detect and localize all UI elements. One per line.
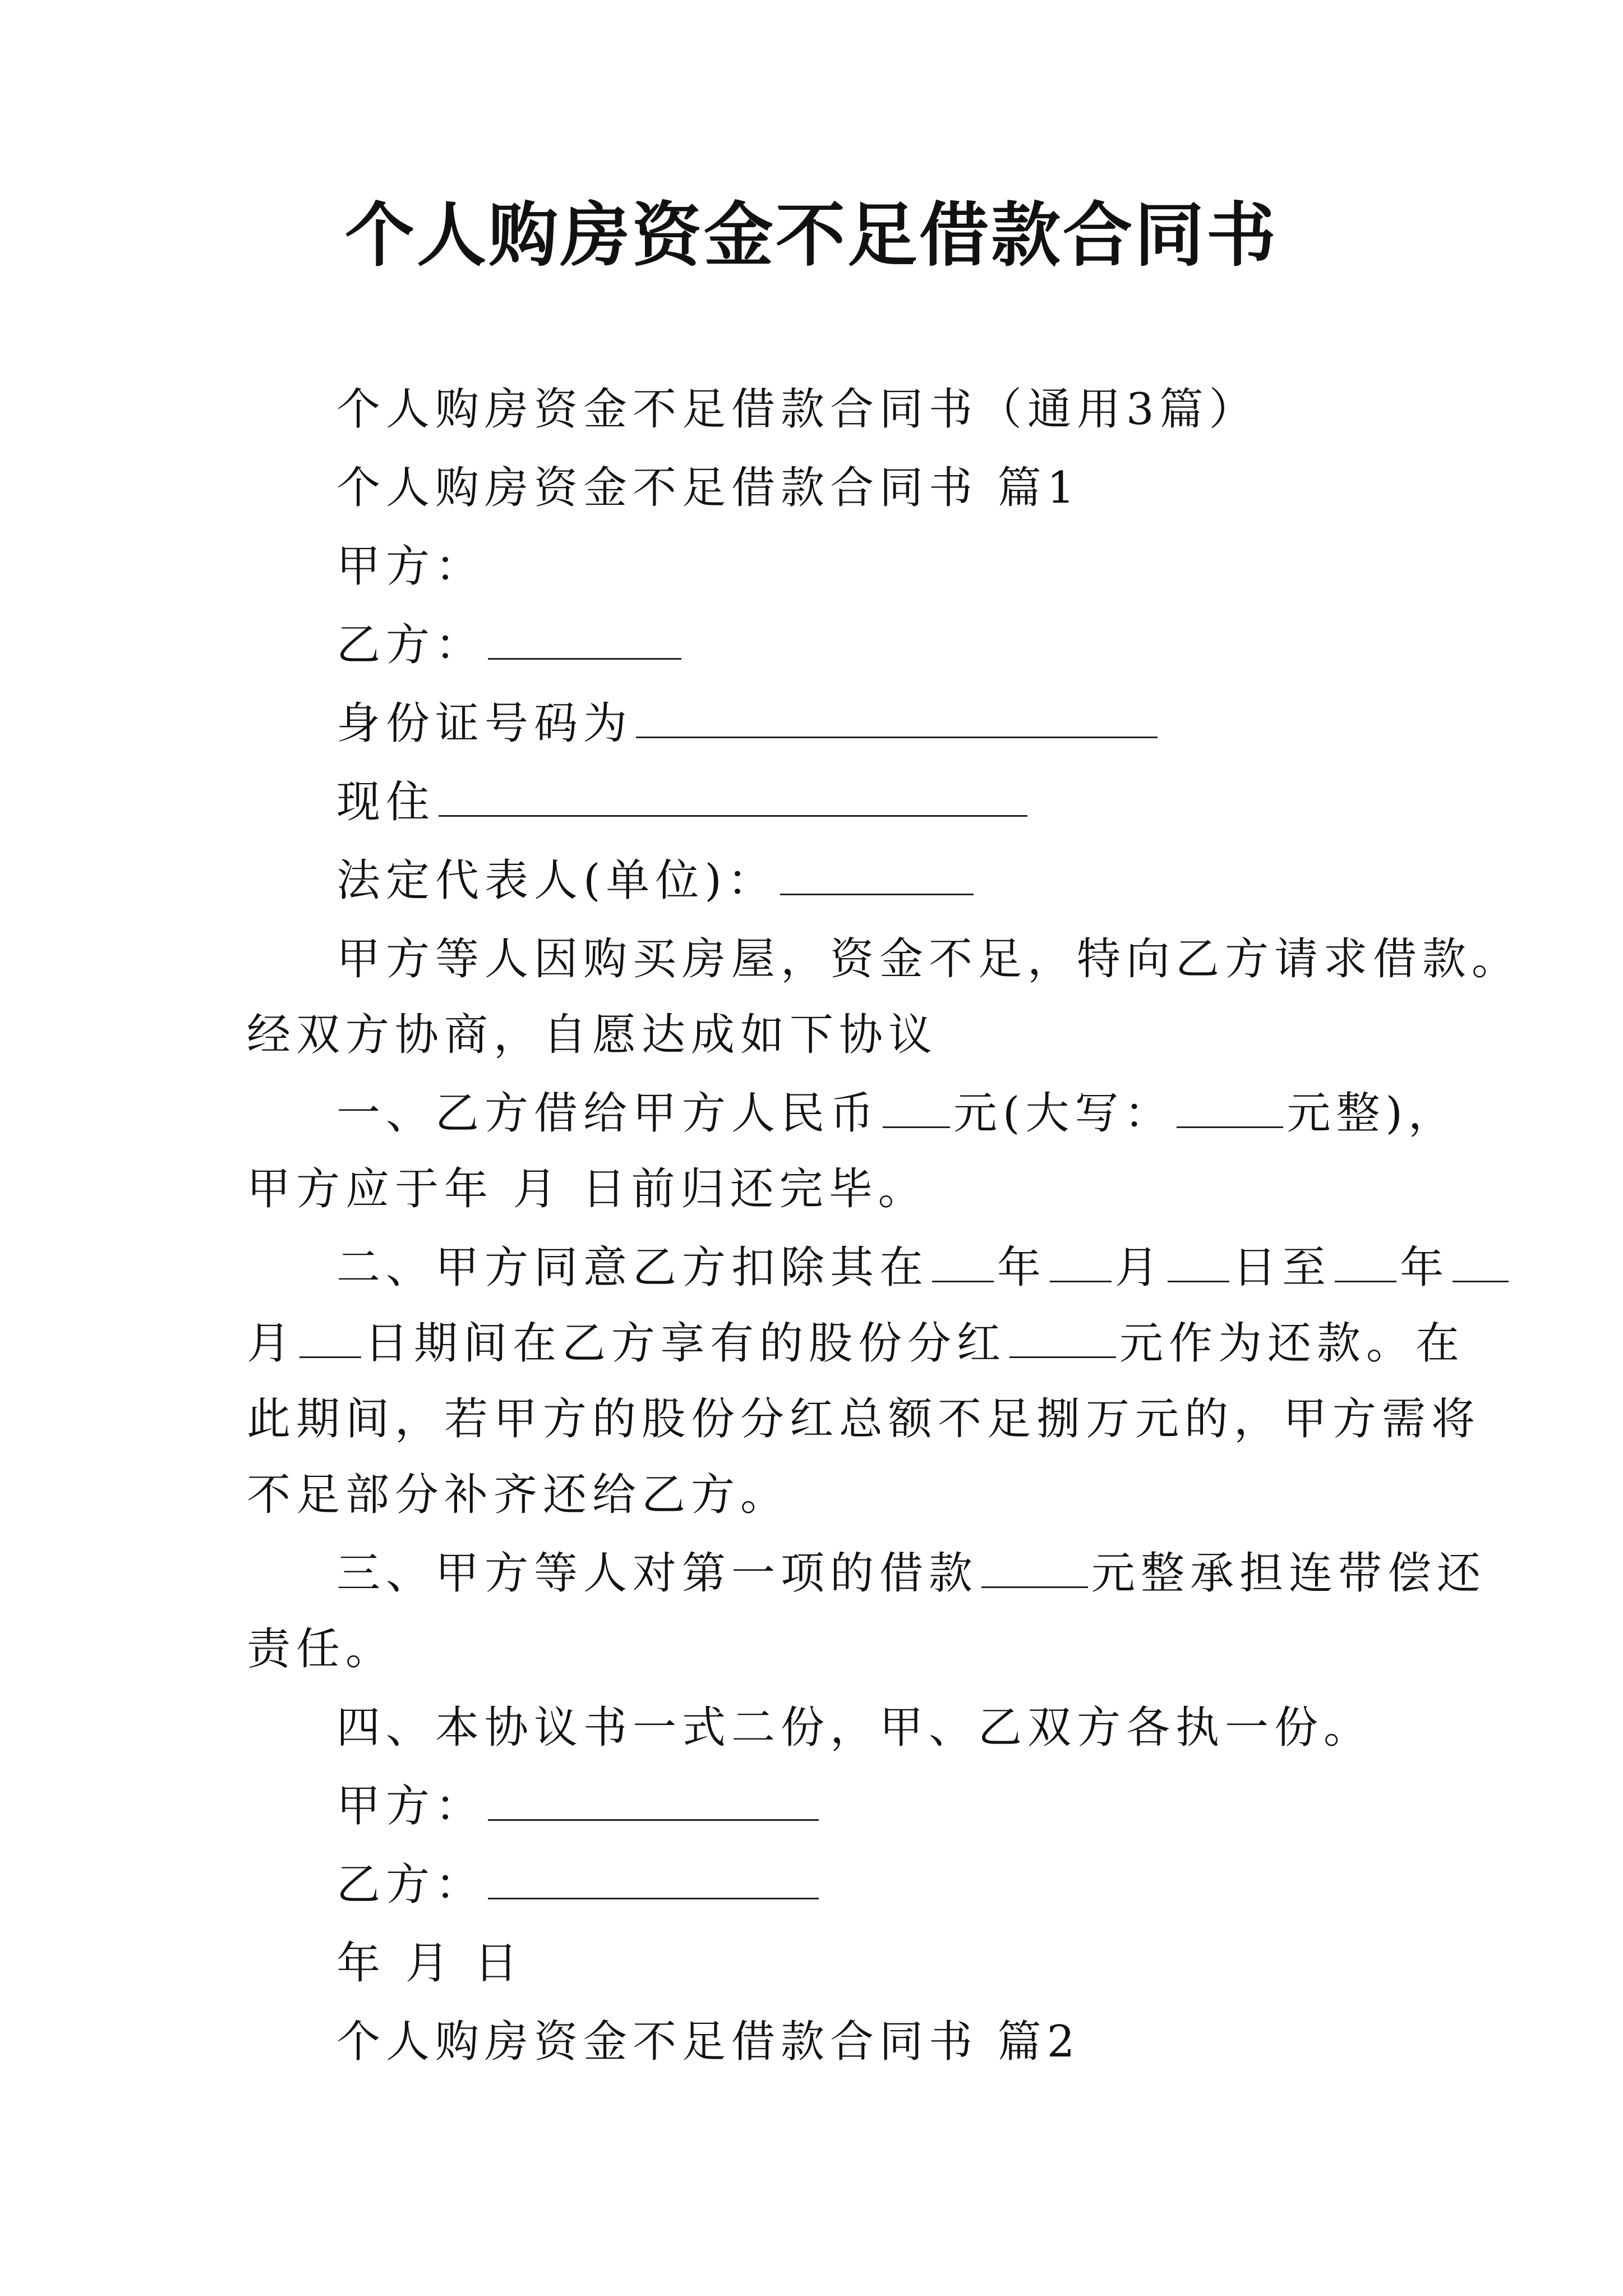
intro-line-1: 甲方等人因购买房屋，资金不足，特向乙方请求借款。 xyxy=(336,934,1521,984)
start-day-blank[interactable] xyxy=(1168,1280,1229,1282)
section2-heading: 个人购房资金不足借款合同书 篇2 xyxy=(336,2017,1081,2067)
date-line: 年 月 日 xyxy=(336,1938,524,1989)
clause-2-month: 月 xyxy=(1115,1243,1165,1293)
clause-4: 四、本协议书一式二份，甲、乙双方各执一份。 xyxy=(336,1703,1373,1753)
sign-party-a-label: 甲方： xyxy=(336,1781,485,1832)
party-b-line xyxy=(336,617,685,673)
intro-line-2: 经双方协商，自愿达成如下协议 xyxy=(247,1010,938,1060)
end-day-blank[interactable] xyxy=(299,1356,361,1358)
amount-words-blank[interactable] xyxy=(1177,1126,1283,1128)
clause-1-line-1 xyxy=(336,1085,1458,1142)
clause-2-day-to: 日至 xyxy=(1233,1243,1332,1293)
id-number-line xyxy=(336,696,1161,752)
clause-2-text-a: 二、甲方同意乙方扣除其在 xyxy=(336,1243,929,1293)
document-subtitle: 个人购房资金不足借款合同书（通用3篇） xyxy=(336,384,1258,435)
address-label: 现住 xyxy=(336,777,436,827)
clause-2-line-4: 不足部分补齐还给乙方。 xyxy=(247,1470,790,1520)
clause-2-year: 年 xyxy=(997,1243,1047,1293)
clause-1-text-a: 一、乙方借给甲方人民币 xyxy=(336,1088,880,1139)
address-blank[interactable] xyxy=(439,815,1027,817)
amount-blank[interactable] xyxy=(883,1126,950,1128)
clause-3-text-a: 三、甲方等人对第一项的借款 xyxy=(336,1548,979,1599)
clause-3-text-b: 元整承担连带偿还 xyxy=(1091,1548,1487,1599)
legal-rep-blank[interactable] xyxy=(780,893,974,895)
clause-2-year-2: 年 xyxy=(1400,1243,1450,1293)
sign-party-b-line xyxy=(336,1857,822,1913)
clause-2-line-2 xyxy=(247,1315,1465,1372)
start-month-blank[interactable] xyxy=(1050,1280,1112,1282)
clause-2-line-2-text-a: 日期间在乙方享有的股份分红 xyxy=(365,1318,1007,1369)
address-line xyxy=(336,774,1031,830)
party-b-label: 乙方： xyxy=(336,620,485,670)
start-year-blank[interactable] xyxy=(932,1280,994,1282)
clause-3-line-2: 责任。 xyxy=(247,1624,395,1674)
legal-rep-label: 法定代表人(单位)： xyxy=(336,855,777,906)
party-a-line xyxy=(336,539,485,595)
legal-rep-line xyxy=(336,853,977,909)
section1-heading: 个人购房资金不足借款合同书 篇1 xyxy=(336,463,1081,513)
document-title: 个人购房资金不足借款合同书 xyxy=(344,195,1278,276)
clause-2-line-2-month: 月 xyxy=(247,1318,297,1369)
clause-1-text-b: 元(大写： xyxy=(953,1088,1174,1139)
clause-2-line-2-text-b: 元作为还款。在 xyxy=(1119,1318,1465,1369)
sign-party-a-line xyxy=(336,1778,822,1834)
end-month-blank[interactable] xyxy=(1453,1280,1509,1282)
party-a-label: 甲方： xyxy=(336,541,485,592)
party-b-blank[interactable] xyxy=(488,657,681,660)
clause-2-line-1 xyxy=(336,1240,1512,1296)
dividend-blank[interactable] xyxy=(1009,1356,1116,1358)
loan-amount-blank[interactable] xyxy=(981,1586,1088,1588)
sign-party-a-blank[interactable] xyxy=(488,1819,819,1821)
clause-3-line-1 xyxy=(336,1545,1486,1602)
id-number-blank[interactable] xyxy=(636,736,1158,738)
id-number-label: 身份证号码为 xyxy=(336,698,633,749)
sign-party-b-label: 乙方： xyxy=(336,1860,485,1910)
end-year-blank[interactable] xyxy=(1335,1280,1396,1282)
clause-1-line-2: 甲方应于年 月 日前归还完毕。 xyxy=(247,1164,928,1214)
sign-party-b-blank[interactable] xyxy=(488,1897,819,1899)
clause-2-line-3: 此期间，若甲方的股份分红总额不足捌万元的，甲方需将 xyxy=(247,1394,1481,1444)
clause-1-text-c: 元整)， xyxy=(1287,1088,1458,1139)
